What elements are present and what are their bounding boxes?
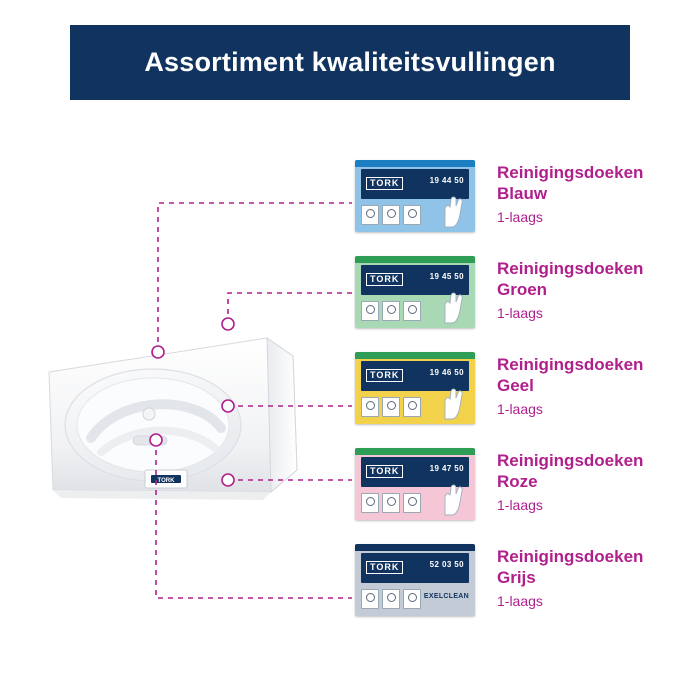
product-title-line2: Grijs <box>497 568 536 587</box>
pack-label <box>361 553 469 583</box>
product-subtitle: 1-laags <box>497 401 543 417</box>
product-row <box>355 352 685 448</box>
tork-logo: TORK <box>366 561 403 574</box>
hand-wipe-icon <box>438 194 468 228</box>
product-title-line1: Reinigingsdoeken <box>497 547 644 566</box>
hand-wipe-icon <box>438 482 468 516</box>
product-pack-image <box>355 256 475 328</box>
page-header <box>70 25 630 100</box>
dispenser-illustration <box>35 320 315 510</box>
product-title-line2: Geel <box>497 376 534 395</box>
product-title-line1: Reinigingsdoeken <box>497 163 644 182</box>
pack-feature-icons <box>361 397 431 417</box>
feature-icon <box>361 493 379 513</box>
product-title-line2: Roze <box>497 472 538 491</box>
product-pack-image <box>355 160 475 232</box>
product-text <box>497 256 643 323</box>
product-title-line2: Blauw <box>497 184 548 203</box>
hand-wipe-icon <box>438 386 468 420</box>
product-code: 19 44 50 <box>429 176 464 185</box>
product-code: 19 45 50 <box>429 272 464 281</box>
product-subtitle: 1-laags <box>497 305 543 321</box>
feature-icon <box>403 205 421 225</box>
product-text <box>497 448 643 515</box>
product-text <box>497 544 643 611</box>
product-row <box>355 544 685 640</box>
tork-logo: TORK <box>366 177 403 190</box>
exelclean-logo: EXELCLEAN <box>423 593 469 600</box>
hand-wipe-icon <box>438 290 468 324</box>
tork-logo: TORK <box>366 273 403 286</box>
svg-text:TORK: TORK <box>157 478 175 484</box>
pack-feature-icons <box>361 589 431 609</box>
product-text <box>497 160 643 227</box>
product-row <box>355 160 685 256</box>
product-title-line2: Groen <box>497 280 548 299</box>
page-title: Assortiment kwaliteitsvullingen <box>144 47 556 77</box>
feature-icon <box>361 397 379 417</box>
feature-icon <box>361 205 379 225</box>
product-pack-image <box>355 352 475 424</box>
product-title-line1: Reinigingsdoeken <box>497 451 644 470</box>
product-row <box>355 448 685 544</box>
pack-feature-icons <box>361 205 431 225</box>
feature-icon <box>382 493 400 513</box>
product-subtitle: 1-laags <box>497 497 543 513</box>
feature-icon <box>382 397 400 417</box>
product-subtitle: 1-laags <box>497 593 543 609</box>
feature-icon <box>403 397 421 417</box>
feature-icon <box>361 589 379 609</box>
dispenser-graphic <box>35 320 315 510</box>
product-pack-image <box>355 448 475 520</box>
feature-icon <box>361 301 379 321</box>
product-code: 19 47 50 <box>429 464 464 473</box>
tork-logo: TORK <box>366 465 403 478</box>
product-code: 52 03 50 <box>429 560 464 569</box>
feature-icon <box>403 589 421 609</box>
feature-icon <box>382 205 400 225</box>
feature-icon <box>403 493 421 513</box>
product-title-line1: Reinigingsdoeken <box>497 355 644 374</box>
feature-icon <box>403 301 421 321</box>
pack-feature-icons <box>361 493 431 513</box>
feature-icon <box>382 301 400 321</box>
pack-feature-icons <box>361 301 431 321</box>
product-subtitle: 1-laags <box>497 209 543 225</box>
product-row <box>355 256 685 352</box>
product-text <box>497 352 643 419</box>
feature-icon <box>382 589 400 609</box>
product-code: 19 46 50 <box>429 368 464 377</box>
product-pack-image <box>355 544 475 616</box>
product-title-line1: Reinigingsdoeken <box>497 259 644 278</box>
product-list <box>355 160 685 640</box>
tork-logo: TORK <box>366 369 403 382</box>
